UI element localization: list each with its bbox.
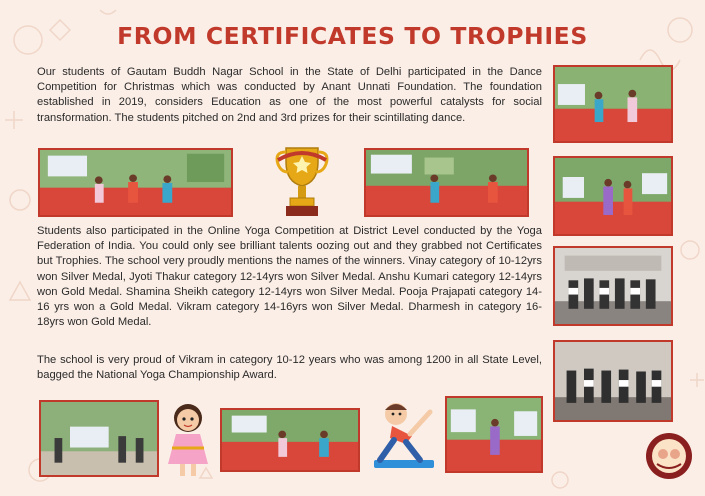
yoga-photo-1 — [39, 400, 159, 477]
yoga-boy-icon — [366, 398, 442, 472]
dance-photo-1 — [38, 148, 233, 217]
dance-competition-paragraph: Our students of Gautam Buddh Nagar School in the State of Delhi participated in the Dance Competition for Christmas which was conducted by Anant Unnati Foundation. The foundation established in 2019, considers Education as one of the most powerful catalysts for social transformation. The students pitched on 2nd and 3rd prizes for their scintillating dance. — [37, 66, 542, 124]
certificates-group-photo-1 — [553, 246, 673, 326]
dance-photo-right-2 — [553, 156, 673, 236]
dance-photo-3 — [220, 408, 360, 472]
page-title: FROM CERTIFICATES TO TROPHIES — [117, 22, 588, 50]
certificates-group-photo-2 — [553, 340, 673, 422]
trophy-icon — [272, 140, 332, 222]
dance-photo-2 — [364, 148, 529, 217]
yoga-competition-paragraph: Students also participated in the Online Yoga Competition at District Level conducted by the Yoga Federation of India. You could only see brilliant talents oozing out and they grabbed not Certificates but Trophies. The school very proudly mentions the names of the winners. Vinay category of 10-12yrs won Silver Medal, Jyoti Thakur category 12-14yrs won Silver Medal. Anshu Kumari category 12-14yrs won Gold Medal. Shamina Sheikh category 12-14yrs won Silver Medal. Pooja Prajapati category 14-16 yrs won a Gold Medal. Vikram category 14-16yrs won Silver Medal. Dharmesh in category 16-18yrs won Gold Medal. — [37, 225, 542, 329]
dance-photo-right-1 — [553, 65, 673, 143]
dance-photo-4 — [445, 396, 543, 473]
girl-cartoon-icon — [162, 400, 214, 482]
national-award-paragraph: The school is very proud of Vikram in category 10-12 years who was among 1200 in all State Level, bagged the National Yoga Championship Award. — [37, 354, 542, 382]
school-logo-icon — [645, 432, 693, 480]
